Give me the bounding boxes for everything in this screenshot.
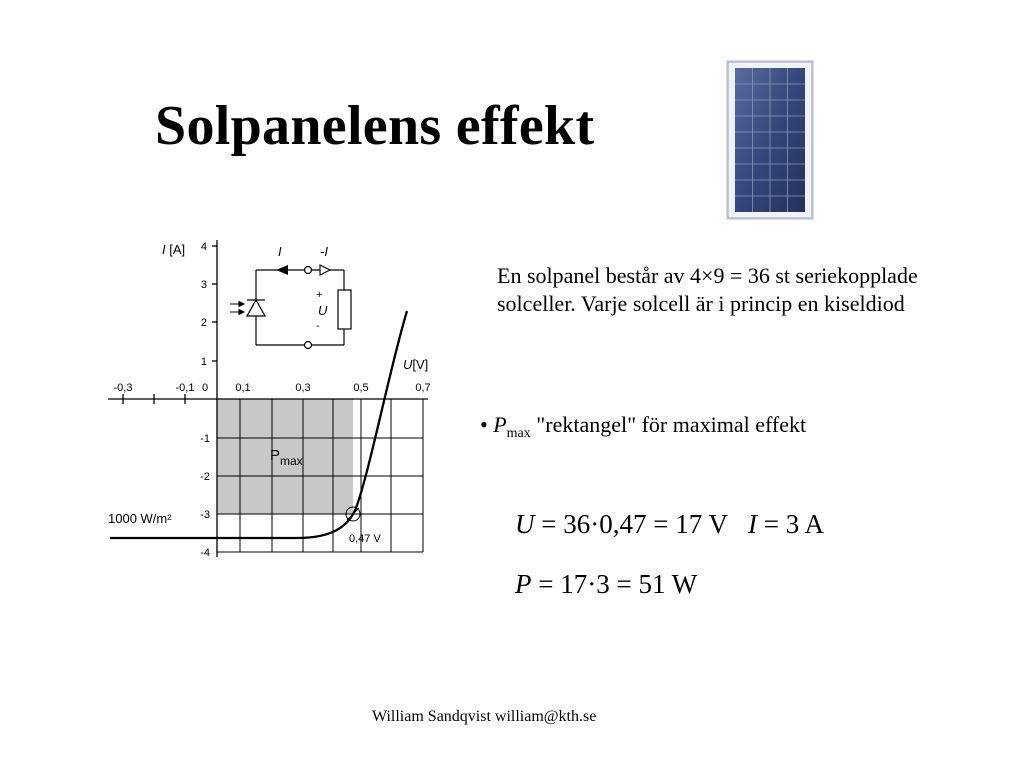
- x-tick-label: -0,1: [175, 382, 195, 394]
- description-text: En solpanel består av 4×9 = 36 st seriekopplade solceller. Varje solcell är i princip en kiseldiod: [497, 263, 918, 316]
- voltage-label: U: [318, 303, 328, 318]
- pmax-bullet: [480, 410, 806, 449]
- x-tick-label: -0,3: [113, 382, 133, 394]
- eq-u-var: U: [515, 509, 535, 539]
- slide-title: Solpanelens effekt: [155, 95, 595, 157]
- reverse-current-label: -I: [320, 244, 328, 259]
- y-tick-label: 4: [200, 241, 207, 253]
- incident-light-arrows-icon: [230, 302, 244, 315]
- bullet-symbol: •: [480, 412, 488, 437]
- x-tick-label: 0,1: [235, 382, 251, 394]
- x-tick-label: 0: [201, 382, 209, 394]
- solar-cell-circuit: [230, 244, 351, 349]
- y-tick-label: -3: [200, 509, 210, 521]
- plus-sign: +: [316, 289, 323, 301]
- y-axis-label: I [A]: [162, 242, 186, 257]
- eq-p-var: P: [515, 569, 532, 599]
- irradiance-label: 1000 W/m²: [108, 511, 172, 526]
- y-tick-label: 1: [200, 356, 207, 368]
- equation-p: [515, 568, 697, 600]
- current-arrow-icon: [276, 265, 288, 275]
- operating-voltage-label: 0,47 V: [349, 533, 381, 545]
- diode-symbol-icon: [247, 300, 265, 316]
- pmax-label: $P_{max}$: [270, 447, 303, 468]
- y-tick-label: 3: [200, 279, 207, 291]
- x-tick-label: 0,5: [353, 382, 369, 394]
- y-tick-label: 2: [200, 317, 207, 329]
- solar-panel-image: [726, 60, 814, 220]
- eq-i-rhs: = 3 A: [756, 509, 824, 539]
- bullet-var: P: [493, 412, 507, 437]
- bullet-sub: max: [506, 426, 531, 441]
- reverse-current-arrow-icon: [320, 265, 330, 275]
- eq-p-rhs: = 17·3 = 51 W: [531, 569, 698, 599]
- current-label: I: [278, 244, 282, 259]
- y-tick-label: -4: [200, 547, 210, 559]
- load-resistor-icon: [338, 290, 351, 329]
- equation-u-i: [515, 508, 824, 540]
- x-tick-label: 0,7: [415, 382, 431, 394]
- y-tick-label: -2: [200, 471, 210, 483]
- minus-sign: -: [316, 320, 320, 332]
- x-tick-label: 0,3: [295, 382, 311, 394]
- eq-u-rhs: = 36·0,47 = 17 V: [534, 509, 728, 539]
- footer-author: William Sandqvist william@kth.se: [372, 708, 597, 725]
- y-tick-label: -1: [200, 433, 210, 445]
- x-axis-label: U[V]: [403, 357, 429, 372]
- iv-characteristic-figure: [100, 232, 460, 572]
- bullet-text: "rektangel" för maximal effekt: [536, 412, 807, 437]
- eq-i-var: I: [747, 509, 757, 539]
